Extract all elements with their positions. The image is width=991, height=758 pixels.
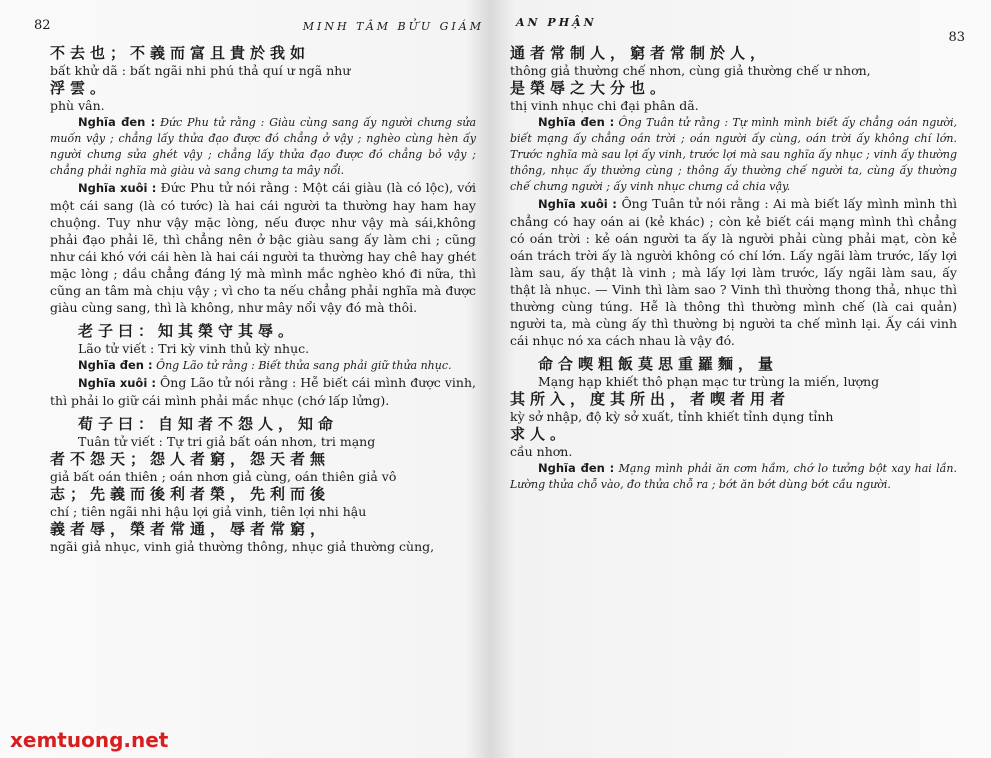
han-text: 是榮辱之大分也。	[510, 79, 671, 97]
page-number-left: 82	[34, 18, 51, 33]
literal-meaning: Nghĩa đen : Ông Lão tử rằng : Biết thửa sang phải giữ thửa nhục.	[78, 358, 452, 372]
quote-3-continued	[510, 44, 957, 349]
han-text: 志；先義而後利者榮，先利而後	[50, 485, 331, 503]
plain-label: Nghĩa xuôi :	[538, 197, 617, 211]
literal-meaning: Nghĩa đen : Đức Phu tử rằng : Giàu cùng sang ấy người chưng sửa muốn vậy ; chẳng lấy thửa đạo được đó chẳng ở vậy ; nghèo cùng hèn ấy người chưng sửa ghét vậy ; chẳng lấy thửa đạo được đó chẳng bỏ vậy ; chẳng phải nghĩa mà giàu và sang chưng ta mây nổi.	[50, 115, 477, 177]
han-text: 其所入，度其所出，者喫者用者	[510, 390, 791, 408]
right-header	[510, 14, 965, 45]
transliteration: kỳ sở nhập, độ kỳ sở xuất, tỉnh khiết tỉnh dụng tỉnh	[510, 409, 834, 424]
plain-meaning: Nghĩa xuôi : Ông Lão tử nói rằng : Hễ biết cái mình được vinh, thì phải lo giữ cái mình phải mắc nhục (chớ lấp lửng).	[50, 375, 476, 408]
quote-1	[50, 44, 476, 316]
left-header	[34, 14, 484, 44]
transliteration: ngãi giả nhục, vinh giả thường thông, nhục giả thường cùng,	[50, 539, 435, 554]
literal-label: Nghĩa đen :	[78, 115, 156, 129]
literal-meaning: Nghĩa đen : Ông Tuân tử rằng : Tự mình mình biết ấy chẳng oán người, biết mạng ấy chẳng oán trời ; oán người ấy cùng, oán trời ấy không chí lớn. Trước nghĩa mà sau lợi ấy vinh, trước lợi mà sau nghĩa ấy nhục ; vinh ấy thường thông, nhục ấy thường cùng ; thông ấy thường chế người ta, cùng ấy thường chế chưng người ; ấy vinh nhục chưng cả chia vậy.	[510, 115, 957, 193]
transliteration: cầu nhơn.	[510, 444, 573, 459]
plain-meaning: Nghĩa xuôi : Ông Tuân tử nói rằng : Ai mà biết lấy mình mình thì chẳng có hay oán ai (kẻ khác) ; còn kẻ biết cái mạng mình thì chẳng có oán trời : kẻ oán người ta ấy là người phải cùng phải mạt, còn kẻ oán trách trời ấy là người không có chí lớn. Lấy ngãi làm trước, lấy lợi làm sau, ấy thật là vinh ; mà lấy lợi làm trước, lấy ngãi làm sau, ấy thật là nhục. — Vinh thì làm sao ? Vinh thì thường thong thả, nhục thì thường cùng túng. Hễ là thông thì thường mình chế (là cai quản) người ta, mà cùng ấy thì thường bị người ta chế mình lại. Ấy cái vinh cái nhục nó xa cách nhau là vậy đó.	[510, 196, 957, 348]
page-number-right: 83	[948, 30, 965, 45]
left-page	[0, 0, 490, 758]
han-text: 者不怨天；怨人者窮，怨天者無	[50, 450, 331, 468]
transliteration: thị vinh nhục chi đại phân dã.	[510, 98, 699, 113]
han-text: 命合喫粗飯莫思重羅麵，量	[538, 355, 779, 373]
han-text: 老子曰：知其榮守其辱。	[78, 322, 299, 340]
quote-4	[510, 355, 957, 493]
han-text: 求人。	[510, 425, 571, 443]
plain-label: Nghĩa xuôi :	[78, 181, 157, 195]
plain-meaning: Nghĩa xuôi : Đức Phu tử nói rằng : Một cái giàu (là có lộc), với một cái sang (là có tước) là hai cái người ta thường hay ham hay chuộng. Tuy như vậy mặc lòng, nếu được như vậy mà sái,không phải đạo phải lẽ, thì chẳng nên ở bậc giàu sang ấy làm chi ; cũng như cái khó với cái hèn là hai cái người ta thường hay chê hay ghét mặc lòng ; dầu chẳng đáng lý mà mình mắc nghèo khó đi nữa, thì cũng an tâm mà chịu vậy ; vì cho ta nếu chẳng phải nghĩa mà được giàu cùng sang, thì là không, như mây nổi vậy đó mà thôi.	[50, 180, 476, 315]
han-text: 通者常制人，窮者常制於人，	[510, 44, 771, 62]
han-text: 不去也；不義而富且貴於我如	[50, 44, 311, 62]
transliteration: giả bất oán thiên ; oán nhơn giả cùng, oán thiên giả vô	[50, 469, 397, 484]
transliteration: chí ; tiên ngãi nhi hậu lợi giả vinh, tiên lợi nhi hậu	[50, 504, 367, 519]
literal-label: Nghĩa đen :	[78, 358, 153, 372]
running-header-right: AN PHẬN	[516, 16, 597, 29]
transliteration: bất khử dã : bất ngãi nhi phú thả quí ư ngã như	[50, 63, 351, 78]
quote-2	[50, 322, 476, 409]
site-watermark: xemtuong.net	[10, 728, 169, 752]
right-page	[498, 0, 991, 758]
transliteration: phù vân.	[50, 98, 105, 113]
han-text: 浮雲。	[50, 79, 111, 97]
plain-label: Nghĩa xuôi :	[78, 376, 156, 390]
han-text: 荀子曰：自知者不怨人，知命	[78, 415, 339, 433]
literal-meaning: Nghĩa đen : Mạng mình phải ăn cơm hầm, chớ lo tưởng bột xay hai lần. Lường thửa chỗ vào, đo thửa chỗ ra ; bớt ăn bớt dùng bớt cầu người.	[510, 461, 957, 491]
transliteration: thông giả thường chế nhơn, cùng giả thường chế ư nhơn,	[510, 63, 871, 78]
han-text: 義者辱，榮者常通，辱者常窮，	[50, 520, 331, 538]
literal-label: Nghĩa đen :	[538, 115, 615, 129]
literal-label: Nghĩa đen :	[538, 461, 615, 475]
transliteration: Lão tử viết : Tri kỳ vinh thủ kỳ nhục.	[78, 341, 310, 356]
transliteration: Mạng hạp khiết thô phạn mạc tư trùng la miến, lượng	[538, 374, 880, 389]
running-header-left: MINH TÂM BỬU GIÁM	[302, 20, 484, 33]
transliteration: Tuân tử viết : Tự tri giả bất oán nhơn, tri mạng	[78, 434, 376, 449]
quote-3	[50, 415, 476, 555]
